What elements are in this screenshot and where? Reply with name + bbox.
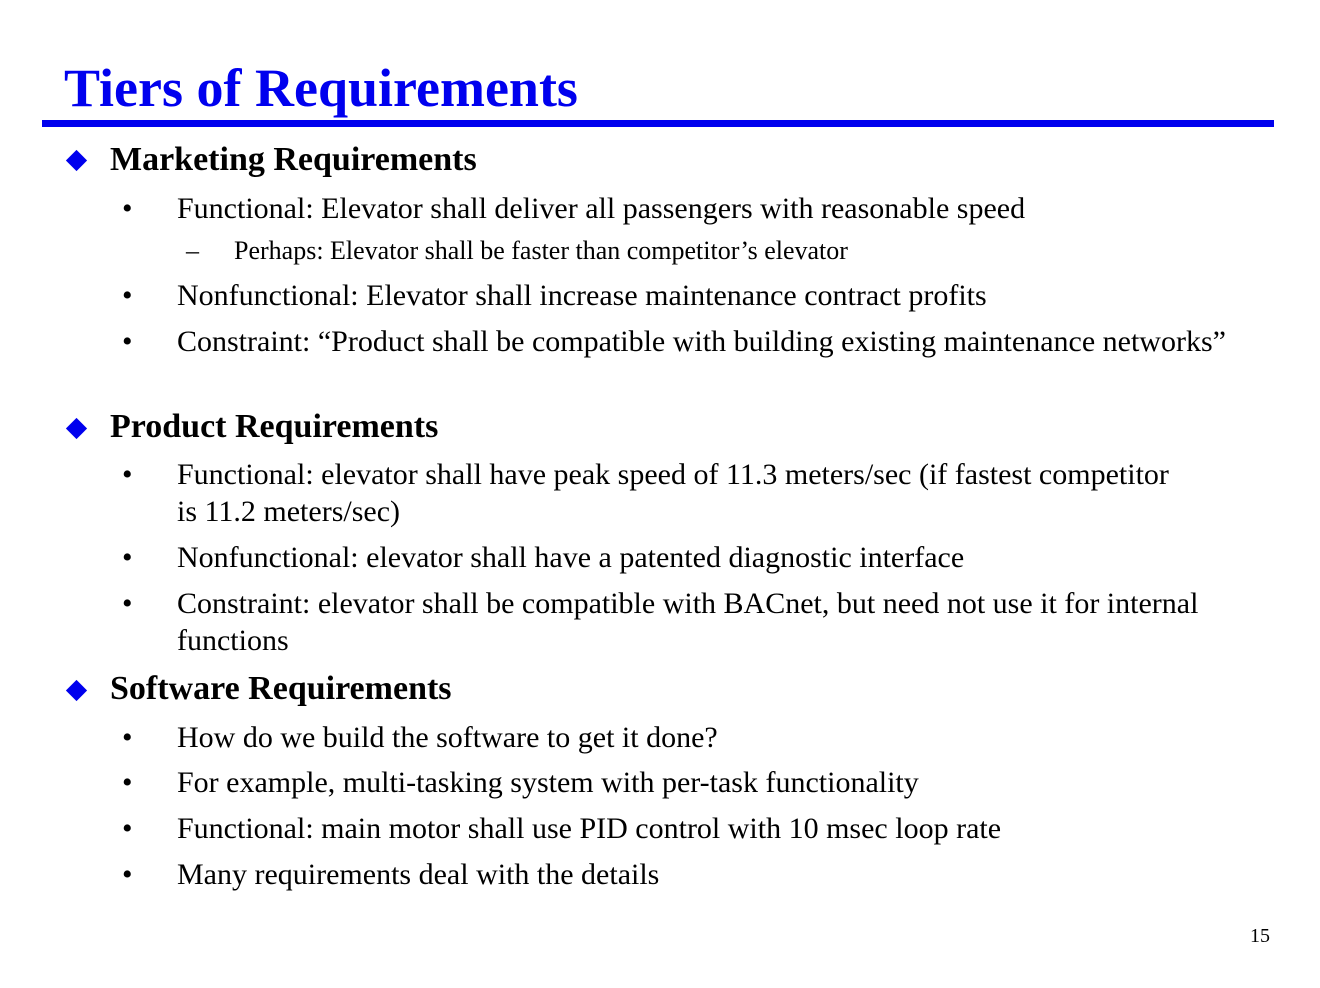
bullet-icon: •: [122, 192, 133, 225]
software-item-functional: Functional: main motor shall use PID control with 10 msec loop rate: [177, 812, 1002, 845]
bullet-icon: •: [122, 721, 133, 754]
bullet-icon: •: [122, 279, 133, 312]
product-item-constraint: Constraint: elevator shall be compatible with BACnet, but need not use it for internal functions: [177, 587, 1199, 657]
marketing-item-constraint: Constraint: “Product shall be compatible with building existing maintenance networks”: [177, 325, 1226, 358]
diamond-bullet-icon: [66, 150, 87, 171]
page-number: 15: [1250, 925, 1270, 947]
title-underline: [42, 120, 1274, 127]
slide-title: Tiers of Requirements: [64, 58, 578, 118]
bullet-icon: •: [122, 458, 133, 491]
bullet-icon: •: [122, 766, 133, 799]
section-heading-marketing: Marketing Requirements: [110, 141, 477, 178]
diamond-bullet-icon: [66, 680, 87, 701]
marketing-subitem-perhaps: Perhaps: Elevator shall be faster than competitor’s elevator: [234, 236, 848, 265]
software-item-example: For example, multi-tasking system with per-task functionality: [177, 766, 919, 799]
software-item-details: Many requirements deal with the details: [177, 858, 660, 891]
diamond-bullet-icon: [66, 418, 87, 439]
bullet-icon: •: [122, 325, 133, 358]
marketing-item-nonfunctional: Nonfunctional: Elevator shall increase maintenance contract profits: [177, 279, 987, 312]
software-item-how: How do we build the software to get it done?: [177, 721, 718, 754]
section-heading-product: Product Requirements: [110, 408, 439, 445]
bullet-icon: •: [122, 812, 133, 845]
dash-icon: –: [186, 236, 199, 265]
bullet-icon: •: [122, 541, 133, 574]
product-item-functional: Functional: elevator shall have peak speed of 11.3 meters/sec (if fastest competitor is 11.2 meters/sec): [177, 458, 1169, 528]
section-heading-software: Software Requirements: [110, 670, 452, 707]
product-item-nonfunctional: Nonfunctional: elevator shall have a patented diagnostic interface: [177, 541, 965, 574]
bullet-icon: •: [122, 587, 133, 620]
marketing-item-functional: Functional: Elevator shall deliver all passengers with reasonable speed: [177, 192, 1026, 225]
bullet-icon: •: [122, 858, 133, 891]
